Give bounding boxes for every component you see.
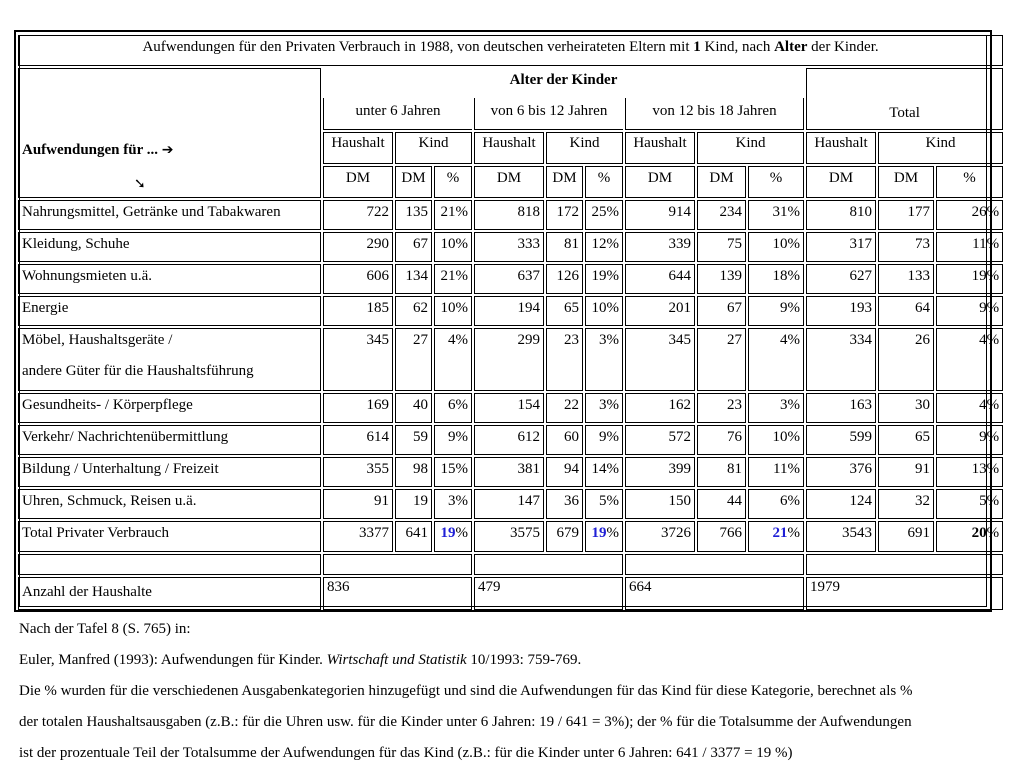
households-row [18,577,1003,610]
child-percent-cell: 31% [748,200,804,230]
child-dm-cell: 234 [697,200,746,230]
child-dm-cell: 73 [878,232,934,262]
household-dm-cell: 399 [625,457,695,487]
child-percent-cell: 5% [936,489,1003,519]
child-dm-cell: 91 [878,457,934,487]
row-label [18,296,321,326]
kind-header: Kind [395,132,472,164]
table-row [18,200,1003,230]
dm-header: DM [395,166,432,198]
households-count: 836 [323,577,472,610]
row-label [18,264,321,294]
total-child-percent-cell [585,521,623,552]
total-child-percent-cell [748,521,804,552]
child-percent-cell: 10% [434,296,472,326]
table-body [18,35,1003,610]
household-dm-cell: 637 [474,264,544,294]
household-dm-cell: 201 [625,296,695,326]
household-dm-cell: 572 [625,425,695,455]
dm-header: DM [546,166,583,198]
percent-sign: % [986,525,1000,541]
child-percent-cell: 3% [434,489,472,519]
household-dm-cell: 627 [806,264,876,294]
child-dm-cell: 26 [878,328,934,391]
table-row [18,328,1003,391]
child-percent-cell: 19% [936,264,1003,294]
source-note: Nach der Tafel 8 (S. 765) in: [19,621,191,637]
table-title [18,35,1003,66]
explanation-line-3: ist der prozentuale Teil der Totalsumme der Aufwendungen für das Kind (z.B.: für die Kinder unter 6 Jahren: 641 / 3377 = 19 %) [19,745,793,761]
child-dm-cell: 139 [697,264,746,294]
households-count: 664 [625,577,804,610]
child-percent-cell: 25% [585,200,623,230]
total-percent-value: 19 [591,525,607,541]
child-percent-cell: 10% [585,296,623,326]
empty-row [18,554,1003,575]
child-dm-cell: 32 [878,489,934,519]
total-percent-value: 20 [971,525,987,541]
child-percent-cell: 15% [434,457,472,487]
household-dm-cell: 169 [323,393,393,423]
row-label-text: Wohnungsmieten u.ä. [22,268,153,284]
percent-sign: % [787,525,800,541]
child-percent-cell: 3% [585,393,623,423]
row-label-text-2: andere Güter für die Haushaltsführung [22,363,254,379]
total-household-dm-cell: 3543 [806,521,876,552]
household-dm-cell: 612 [474,425,544,455]
household-dm-cell: 154 [474,393,544,423]
kind-header: Kind [546,132,623,164]
total-household-dm-cell: 3575 [474,521,544,552]
title-text-1: Aufwendungen für den Privaten Verbrauch in 1988, von deutschen verheirateten Eltern mit [142,39,694,55]
haushalt-header: Haushalt [323,132,393,164]
arrow-right-icon: ➔ [161,142,174,158]
child-dm-cell: 59 [395,425,432,455]
total-label: Total Privater Verbrauch [18,521,321,552]
child-dm-cell: 94 [546,457,583,487]
kind-header: Kind [878,132,1003,164]
age-header-total: Total [806,68,1003,130]
citation: Euler, Manfred (1993): Aufwendungen für Kinder. Wirtschaft und Statistik 10/1993: 759-769. [19,652,582,668]
child-percent-cell: 13% [936,457,1003,487]
kind-header: Kind [697,132,804,164]
total-child-dm-cell: 766 [697,521,746,552]
child-dm-cell: 64 [878,296,934,326]
empty-cell [323,554,472,575]
total-child-dm-cell: 641 [395,521,432,552]
child-percent-cell: 21% [434,200,472,230]
household-dm-cell: 345 [625,328,695,391]
household-dm-cell: 334 [806,328,876,391]
haushalt-header: Haushalt [474,132,544,164]
households-count: 479 [474,577,623,610]
child-percent-cell: 4% [434,328,472,391]
household-dm-cell: 147 [474,489,544,519]
child-dm-cell: 126 [546,264,583,294]
row-label-text: Kleidung, Schuhe [22,236,130,252]
household-dm-cell: 599 [806,425,876,455]
row-label-header [18,68,321,198]
child-dm-cell: 81 [697,457,746,487]
household-dm-cell: 614 [323,425,393,455]
household-dm-cell: 914 [625,200,695,230]
child-dm-cell: 60 [546,425,583,455]
age-header-6-12: von 6 bis 12 Jahren [474,98,623,130]
child-percent-cell: 5% [585,489,623,519]
child-percent-cell: 9% [585,425,623,455]
total-child-dm-cell: 679 [546,521,583,552]
row-label [18,200,321,230]
child-dm-cell: 172 [546,200,583,230]
table-row [18,393,1003,423]
row-label [18,457,321,487]
child-dm-cell: 65 [546,296,583,326]
expenditure-table [16,33,1005,612]
child-percent-cell: 18% [748,264,804,294]
row-label-text: Möbel, Haushaltsgeräte / [22,332,173,348]
child-percent-cell: 4% [748,328,804,391]
child-percent-cell: 9% [936,425,1003,455]
row-label-text: Nahrungsmittel, Getränke und Tabakwaren [22,204,281,220]
child-dm-cell: 27 [395,328,432,391]
child-dm-cell: 134 [395,264,432,294]
header-row-1 [18,68,1003,96]
household-dm-cell: 606 [323,264,393,294]
child-percent-cell: 14% [585,457,623,487]
total-child-percent-cell [434,521,472,552]
child-percent-cell: 19% [585,264,623,294]
total-household-dm-cell: 3377 [323,521,393,552]
age-group-header: Alter der Kinder [509,72,618,88]
child-dm-cell: 23 [697,393,746,423]
household-dm-cell: 722 [323,200,393,230]
dm-header: DM [474,166,544,198]
empty-cell [18,554,321,575]
child-percent-cell: 11% [748,457,804,487]
child-percent-cell: 4% [936,328,1003,391]
child-percent-cell: 9% [936,296,1003,326]
child-dm-cell: 62 [395,296,432,326]
empty-cell [625,554,804,575]
age-header-12-18: von 12 bis 18 Jahren [625,98,804,130]
row-label [18,328,321,391]
child-dm-cell: 76 [697,425,746,455]
child-percent-cell: 9% [434,425,472,455]
dm-header: DM [697,166,746,198]
row-label [18,489,321,519]
title-text-2: Kind, nach [700,39,775,55]
child-percent-cell: 10% [434,232,472,262]
household-dm-cell: 162 [625,393,695,423]
child-percent-cell: 12% [585,232,623,262]
child-dm-cell: 177 [878,200,934,230]
citation-journal: Wirtschaft und Statistik [326,652,467,668]
empty-cell [474,554,623,575]
household-dm-cell: 299 [474,328,544,391]
child-dm-cell: 65 [878,425,934,455]
dm-header: DM [878,166,934,198]
child-percent-cell: 26% [936,200,1003,230]
child-dm-cell: 98 [395,457,432,487]
child-percent-cell: 6% [434,393,472,423]
row-label [18,425,321,455]
household-dm-cell: 345 [323,328,393,391]
total-child-percent-cell [936,521,1003,552]
percent-header: % [748,166,804,198]
household-dm-cell: 818 [474,200,544,230]
percent-header: % [434,166,472,198]
households-count: 1979 [806,577,1003,610]
child-percent-cell: 21% [434,264,472,294]
households-label: Anzahl der Haushalte [18,577,321,610]
total-child-dm-cell: 691 [878,521,934,552]
explanation-line-2: der totalen Haushaltsausgaben (z.B.: für die Uhren usw. für die Kinder unter 6 Jahren: 19 / 641 = 3%); der % für die Totalsumme der Aufwendungen [19,714,912,730]
row-label-text: Gesundheits- / Körperpflege [22,397,193,413]
child-percent-cell: 11% [936,232,1003,262]
child-dm-cell: 30 [878,393,934,423]
household-dm-cell: 193 [806,296,876,326]
child-dm-cell: 81 [546,232,583,262]
child-percent-cell: 3% [748,393,804,423]
child-percent-cell: 10% [748,425,804,455]
child-dm-cell: 133 [878,264,934,294]
child-percent-cell: 4% [936,393,1003,423]
household-dm-cell: 290 [323,232,393,262]
household-dm-cell: 185 [323,296,393,326]
age-header-under-6: unter 6 Jahren [323,98,472,130]
row-label-text: Bildung / Unterhaltung / Freizeit [22,461,219,477]
table-row [18,296,1003,326]
household-dm-cell: 91 [323,489,393,519]
household-dm-cell: 163 [806,393,876,423]
total-household-dm-cell: 3726 [625,521,695,552]
child-dm-cell: 67 [395,232,432,262]
household-dm-cell: 317 [806,232,876,262]
dm-header: DM [625,166,695,198]
household-dm-cell: 339 [625,232,695,262]
child-dm-cell: 22 [546,393,583,423]
percent-header: % [936,166,1003,198]
child-dm-cell: 27 [697,328,746,391]
total-percent-value: 19 [440,525,456,541]
row-label-header-text: Aufwendungen für ... [22,142,159,158]
empty-cell [806,554,1003,575]
haushalt-header: Haushalt [625,132,695,164]
household-dm-cell: 355 [323,457,393,487]
child-dm-cell: 40 [395,393,432,423]
row-label [18,393,321,423]
household-dm-cell: 124 [806,489,876,519]
household-dm-cell: 644 [625,264,695,294]
haushalt-header: Haushalt [806,132,876,164]
child-dm-cell: 44 [697,489,746,519]
percent-header: % [585,166,623,198]
title-text-3: der Kinder. [807,39,879,55]
total-row [18,521,1003,552]
row-label-text: Verkehr/ Nachrichtenübermittlung [22,429,229,445]
title-child-count: 1 [693,39,701,55]
percent-sign: % [606,525,619,541]
household-dm-cell: 194 [474,296,544,326]
household-dm-cell: 810 [806,200,876,230]
household-dm-cell: 333 [474,232,544,262]
dm-header: DM [806,166,876,198]
title-row [18,35,1003,66]
child-percent-cell: 3% [585,328,623,391]
table-row [18,232,1003,262]
row-label [18,232,321,262]
dm-header: DM [323,166,393,198]
table-row [18,425,1003,455]
row-label-text: Energie [22,300,69,316]
child-dm-cell: 19 [395,489,432,519]
table-row [18,457,1003,487]
row-label-text: Uhren, Schmuck, Reisen u.ä. [22,493,197,509]
arrow-down-right-icon: ➘ [134,176,146,192]
title-age-word: Alter [774,39,808,55]
child-dm-cell: 75 [697,232,746,262]
percent-sign: % [455,525,468,541]
child-percent-cell: 9% [748,296,804,326]
footnotes [19,614,1024,769]
child-percent-cell: 6% [748,489,804,519]
child-dm-cell: 23 [546,328,583,391]
child-dm-cell: 67 [697,296,746,326]
table-row [18,264,1003,294]
household-dm-cell: 150 [625,489,695,519]
child-percent-cell: 10% [748,232,804,262]
household-dm-cell: 376 [806,457,876,487]
child-dm-cell: 135 [395,200,432,230]
table-row [18,489,1003,519]
child-dm-cell: 36 [546,489,583,519]
total-percent-value: 21 [772,525,788,541]
household-dm-cell: 381 [474,457,544,487]
explanation-line-1: Die % wurden für die verschiedenen Ausgabenkategorien hinzugefügt und sind die Aufwendungen für das Kind für diese Kategorie, berechnet als % [19,683,913,699]
